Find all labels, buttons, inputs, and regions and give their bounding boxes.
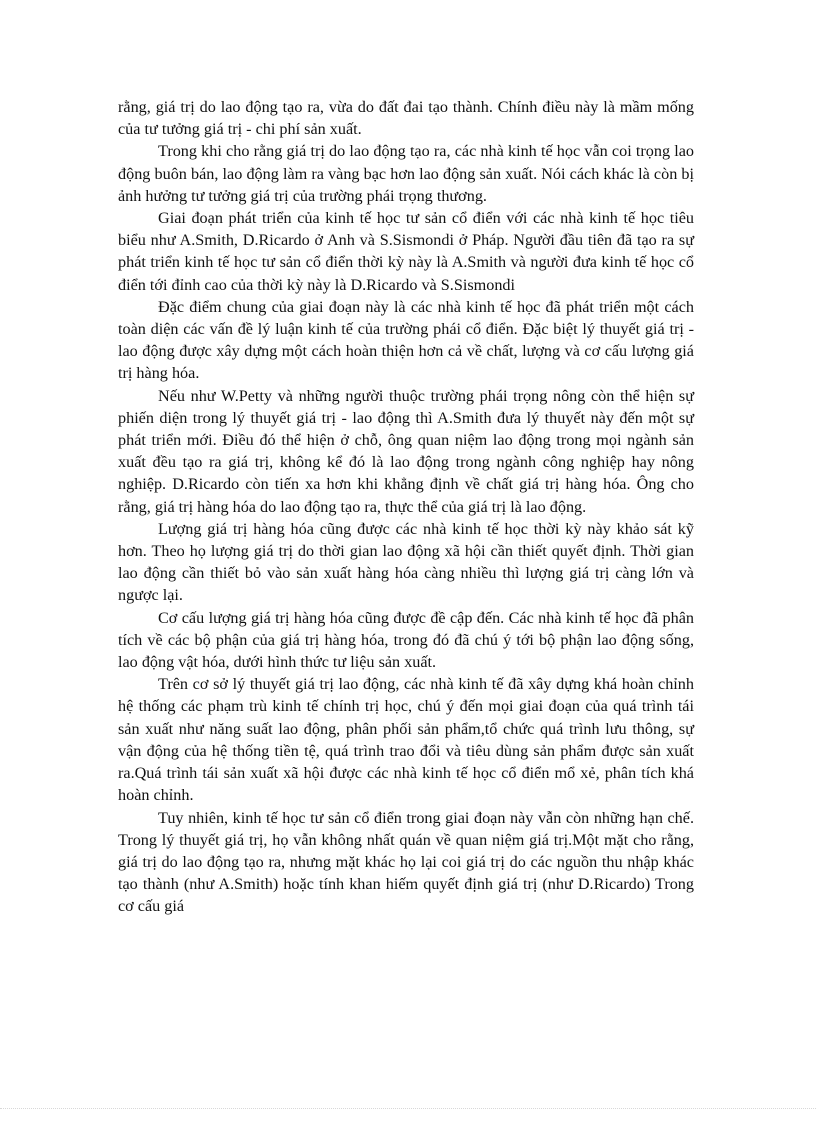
paragraph-9: Tuy nhiên, kinh tế học tư sản cổ điển trong giai đoạn này vẫn còn những hạn chế. Trong lý thuyết giá trị, họ vẫn không nhất quán về quan niệm giá trị.Một mặt cho rằng, giá trị do lao động tạo ra, nhưng mặt khác họ lại coi giá trị do các nguồn thu nhập khác tạo thành (như A.Smith) hoặc tính khan hiếm quyết định giá trị (như D.Ricardo) Trong cơ cấu giá (118, 808, 694, 916)
paragraph-3: Giai đoạn phát triển của kinh tế học tư sản cổ điển với các nhà kinh tế học tiêu biểu như A.Smith, D.Ricardo ở Anh và S.Sismondi ở Pháp. Người đầu tiên đã tạo ra sự phát triển kinh tế học tư sản cổ điển thời kỳ này là A.Smith và người đưa kinh tế học cổ điển tới đỉnh cao của thời kỳ này là D.Ricardo và S.Sismondi (118, 209, 694, 294)
paragraph-2: Trong khi cho rằng giá trị do lao động tạo ra, các nhà kinh tế học vẫn coi trọng lao động buôn bán, lao động làm ra vàng bạc hơn lao động sản xuất. Nói cách khác là còn bị ảnh hưởng tư tưởng giá trị của trường phái trọng thương. (118, 142, 694, 205)
paragraph-8: Trên cơ sở lý thuyết giá trị lao động, các nhà kinh tế đã xây dựng khá hoàn chỉnh hệ thống các phạm trù kinh tế chính trị học, chú ý đến mọi giai đoạn của quá trình tái sản xuất như năng suất lao động, phân phối sản phẩm,tổ chức quá trình lưu thông, sự vận động của hệ thống tiền tệ, quá trình trao đổi và tiêu dùng sản phẩm được sản xuất ra.Quá trình tái sản xuất xã hội được các nhà kinh tế học cổ điển mổ xẻ, phân tích khá hoàn chỉnh. (118, 675, 694, 805)
document-page (118, 96, 694, 918)
page-bottom-divider (0, 1108, 816, 1109)
paragraph-6: Lượng giá trị hàng hóa cũng được các nhà kinh tế học thời kỳ này khảo sát kỹ hơn. Theo họ lượng giá trị do thời gian lao động xã hội cần thiết quyết định. Thời gian lao động cần thiết bỏ vào sản xuất hàng hóa càng nhiều thì lượng giá trị càng lớn và ngược lại. (118, 519, 694, 605)
paragraph-5: Nếu như W.Petty và những người thuộc trường phái trọng nông còn thể hiện sự phiến diện trong lý thuyết giá trị - lao động thì A.Smith đưa lý thuyết này đến một sự phát triển mới. Điều đó thể hiện ở chỗ, ông quan niệm lao động trong mọi ngành sản xuất đều tạo ra giá trị, không kể đó là lao động trong ngành công nghiệp hay nông nghiệp. D.Ricardo còn tiến xa hơn khi khẳng định về chất giá trị hàng hóa. Ông cho rằng, giá trị hàng hóa do lao động tạo ra, thực thể của giá trị là lao động. (118, 386, 694, 516)
paragraph-4: Đặc điểm chung của giai đoạn này là các nhà kinh tế học đã phát triển một cách toàn diện các vấn đề lý luận kinh tế của trường phái cổ điển. Đặc biệt lý thuyết giá trị - lao động được xây dựng một cách hoàn thiện hơn cả về chất, lượng và cơ cấu lượng giá trị hàng hóa. (118, 297, 694, 383)
paragraph-1: rằng, giá trị do lao động tạo ra, vừa do đất đai tạo thành. Chính điều này là mầm mống của tư tưởng giá trị - chi phí sản xuất. (118, 98, 694, 139)
paragraph-7: Cơ cấu lượng giá trị hàng hóa cũng được đề cập đến. Các nhà kinh tế học đã phân tích về các bộ phận của giá trị hàng hóa, trong đó đã chú ý tới bộ phận lao động sống, lao động vật hóa, dưới hình thức tư liệu sản xuất. (118, 608, 694, 672)
